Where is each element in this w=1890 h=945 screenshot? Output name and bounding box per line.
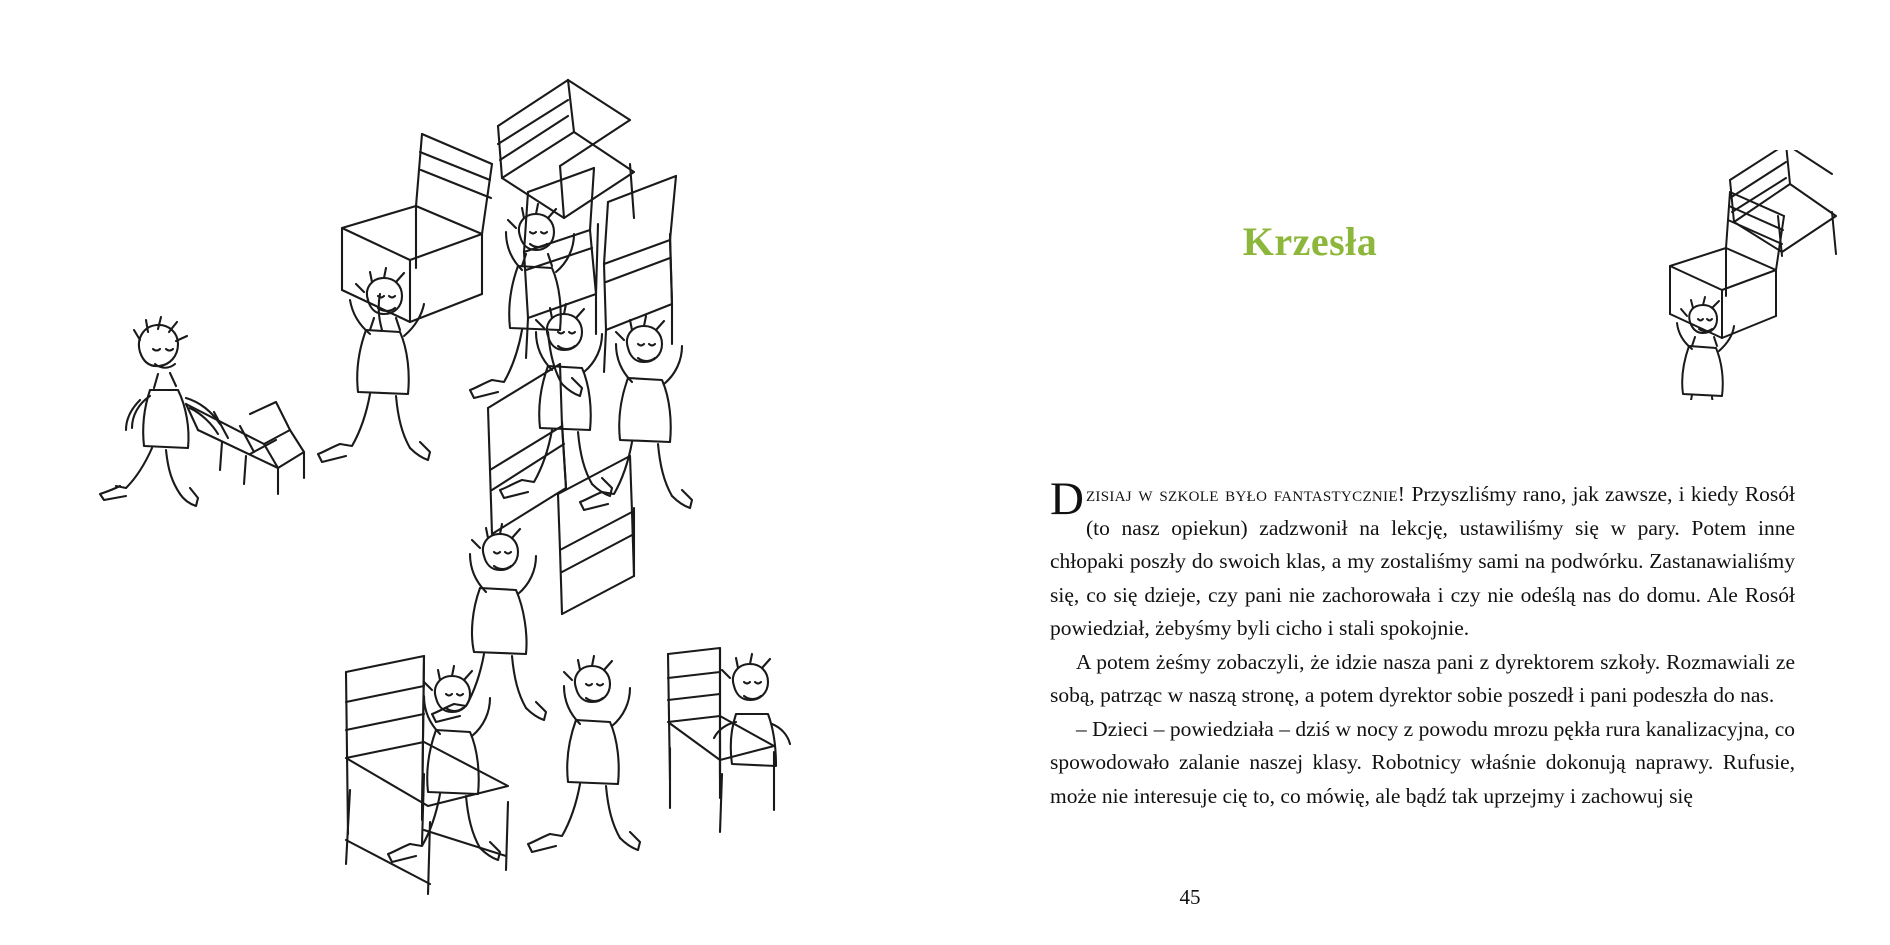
right-page xyxy=(1030,0,1890,945)
chapter-body-text xyxy=(1050,473,1795,813)
body-paragraph-1 xyxy=(1050,473,1795,646)
opening-small-caps: zisiaj w szkole było fantastycznie! xyxy=(1085,482,1406,506)
page-number: 45 xyxy=(1179,885,1201,909)
drop-cap: D xyxy=(1050,473,1084,525)
body-paragraph-3: – Dzieci – powiedziała – dziś w nocy z powodu mrozu pękła rura kanalizacyjna, co spowodowało zalanie naszej klasy. Robotnicy właśnie dokonują naprawy. Rufusie, może nie interesuje cię to, co mówię, ale bądź tak uprzejmy i zachowuj się xyxy=(1050,716,1795,808)
chapter-title: Krzesła xyxy=(1242,219,1378,264)
body-paragraph-2: A potem żeśmy zobaczyli, że idzie nasza pani z dyrektorem szkoły. Rozmawiali ze sobą, patrząc w naszą stronę, a potem dyrektor sobie poszedł i pani podeszła do nas. xyxy=(1050,649,1795,707)
paragraph-1-text: Przyszliśmy rano, jak zawsze, i kiedy Rosół (to nasz opiekun) zadzwonił na lekcję, ustawiliśmy się w pary. Potem inne chłopaki poszły do swoich klas, a my zostaliśmy sami na podwórku. Zastanawialiśmy się, co się dzieje, czy pani nie zachorowała i czy nie odeślą nas do domu. Ale Rosół powiedział, żebyśmy byli cicho i stali spokojnie. xyxy=(1050,482,1795,640)
boy-carrying-chairs-illustration xyxy=(1570,150,1880,400)
